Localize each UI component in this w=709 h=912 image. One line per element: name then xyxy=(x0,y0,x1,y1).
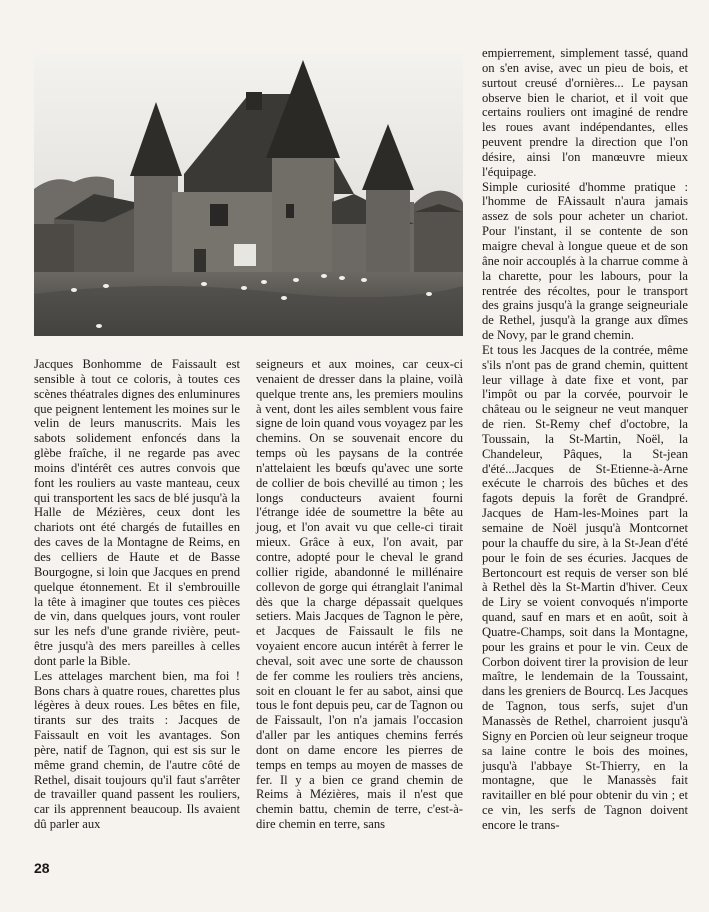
text-column-2 xyxy=(256,357,463,832)
photo-castle-farmyard xyxy=(34,54,463,336)
paragraph: Et tous les Jacques de la contrée, même s'ils n'ont pas de grand chemin, quittent leur village à date fixe et vont, par l'impôt ou par la corvée, pourvoir le château ou le seigneur ne veut manquer de rien. St-Remy chef d'octobre, la Toussain, la St-Martin, Noël, la Chandeleur, Pâques, la St-jean d'été...Jacques de St-Etienne-à-Arne exécute le charrois des bûches et des fagots depuis la forêt de Grandpré. Jacques de Ham-les-Moines part la semaine de Noël jusqu'à Montcornet pour la chauffe du sire, à la St-Jean d'été pour le foin de ses écuries. Jacques de Bertoncourt est requis de verser son blé à Rethel dès la St-Martin d'hiver. Ceux de Liry se voient convoqués n'importe quand, sauf en mars et en août, soit à Quatre-Champs, soit dans la Montagne, pour les grains et pour le vin. Ceux de Corbon doivent tirer la provision de leur maître, le lendemain de la Toussaint, dans les greniers de Bourcq. Les Jacques de Tagnon, tous serfs, sujet d'un Manassès de Rethel, charroient jusqu'à Signy en Porcien où leur seigneur troque sa laine contre le bois des moines, jusqu'à l'abbaye St-Thierry, en la montagne, que le Manassès fait ravitailler en blé pour obtenir du vin ; et ce vin, les serfs de Tagnon doivent encore le trans- xyxy=(482,342,688,832)
page-number: 28 xyxy=(34,860,50,876)
paragraph: Simple curiosité d'homme pratique : l'homme de FAissault n'aura jamais assez de sols pour acheter un chariot. Pour l'instant, il se contente de son maigre cheval à longue queue et de son âne noir accouplés à la charrue comme à la charette, pour les labours, pour la rentrée des récoltes, pour le transport des grains jusqu'à la grange seigneuriale de Rethel, jusqu'à la grange aux dîmes de Novy, par le grand chemin. xyxy=(482,179,688,343)
paragraph: empierrement, simplement tassé, quand on s'en avise, avec un pieu de bois, et surtout creusé d'ornières... Le paysan observe bien le chariot, et il voit que certains rouliers ont imaginé de rendre les roues avant indépendantes, elles peuvent prendre la direction que l'on désire, ainsi l'on manœuvre mieux l'équipage. xyxy=(482,46,688,179)
text-column-1 xyxy=(34,357,240,832)
paragraph: Jacques Bonhomme de Faissault est sensible à tout ce coloris, à toutes ces scènes théatrales dignes des enluminures que peignent lentement les moines sur le velin de leurs manuscrits. Mais les sabots solidement enfoncés dans la glèbe fraîche, il ne regarde pas avec moins d'intérêt ces autres convois que font les rouliers au vaste manteau, ceux qui transportent les sacs de blé jusqu'à la Halle de Mézières, ceux dont les chariots ont été chargés de futailles en des caves de la Montagne de Reims, en des celliers de Haute et de Basse Bourgogne, si loin que Jacques en prend quelque étonnement. Et il s'embrouille la tête à imaginer que toutes ces pièces de vin, dans quelques jours, vont rouler sur les nefs d'une grande rivière, peut-être jusqu'à des mers pareilles à celles dont parle la Bible. xyxy=(34,357,240,668)
paragraph: Les attelages marchent bien, ma foi ! Bons chars à quatre roues, charettes plus légères à deux roues. Les bêtes en file, tirants sur des traits : Jacques de Faissault en voit les avantages. Son père, natif de Tagnon, qui est sis sur le même grand chemin, de l'autre côté de Rethel, disait toujours qu'il faut s'arrêter de travailler quand passent les rouliers, car ils apprennent beaucoup. Ils avaient dû parler aux xyxy=(34,668,240,832)
paragraph: seigneurs et aux moines, car ceux-ci venaient de dresser dans la plaine, voilà quelque trente ans, les premiers moulins à vent, dont les ailes semblent vous faire signe de loin quand vous voyagez par les chemins. On se souvenait encore du temps où les paysans de la contrée n'attelaient les bœufs qu'avec une sorte de collier de bois chevillé au timon ; les longs conducteurs avaient fourni l'étrange idée de soumettre la bête au joug, et l'on avait vu que celle-ci tirait mieux. Grâce à eux, l'on avait, par contre, adopté pour le cheval le grand collier rigide, abandonné le millénaire collevon de gorge qui étranglait l'animal dès que la charge dépassait quelques setiers. Mais Jacques de Tagnon le père, et Jacques de Faissault le fils ne voyaient encore aucun intérêt à ferrer le cheval, soit avec une sorte de chausson de fer comme les rouliers très anciens, soit en clouant le fer au sabot, ainsi que tous le font depuis peu, car de Tagnon ou de Faissault, l'on n'a jamais l'occasion d'aller par les antiques chemins ferrés dont on dame encore les pierres de temps en temps au moyen de masses de fer. Il y a bien ce grand chemin de Reims à Mézières, mais il n'est que chemin battu, chemin de terre, c'est-à-dire chemin en terre, sans xyxy=(256,357,463,832)
castle-photo-illustration xyxy=(34,54,463,336)
text-column-3 xyxy=(482,46,688,833)
